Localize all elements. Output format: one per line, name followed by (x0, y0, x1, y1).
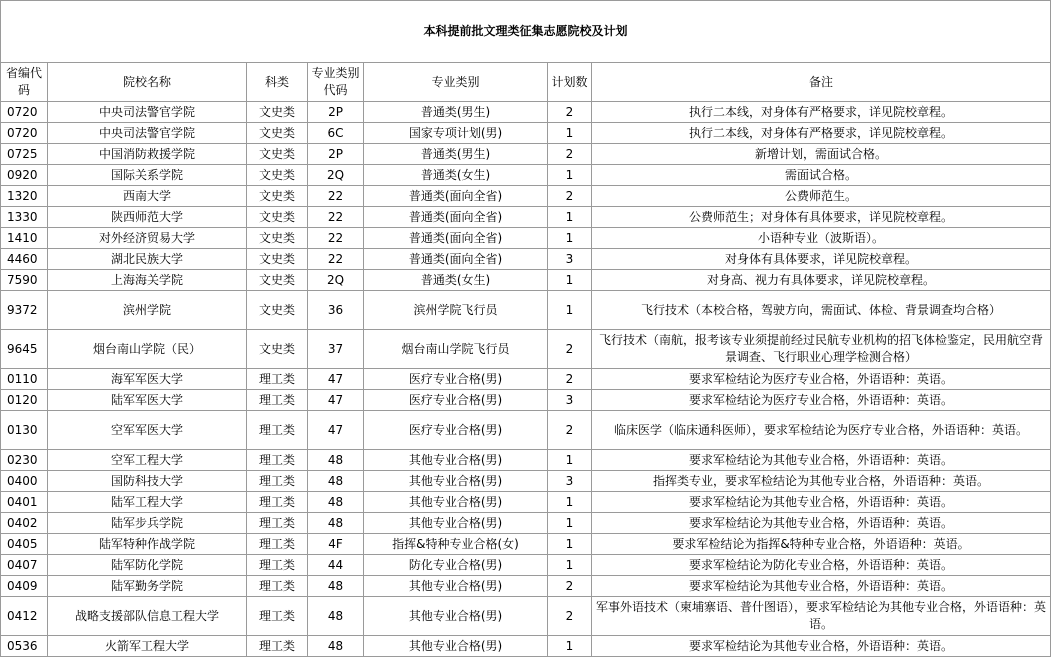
table-row (1, 576, 1051, 597)
cell-category: 理工类 (247, 471, 308, 492)
cell-major-type: 指挥&特种专业合格(女) (364, 534, 548, 555)
cell-major-type: 其他专业合格(男) (364, 492, 548, 513)
cell-code: 0536 (1, 636, 48, 657)
table-row (1, 207, 1051, 228)
cell-major-type: 其他专业合格(男) (364, 597, 548, 636)
header-row (1, 63, 1051, 102)
cell-plan: 1 (548, 492, 592, 513)
cell-major-type: 普通类(面向全省) (364, 249, 548, 270)
table-row (1, 270, 1051, 291)
cell-category: 文史类 (247, 270, 308, 291)
cell-note: 要求军检结论为指挥&特种专业合格，外语语种：英语。 (592, 534, 1051, 555)
cell-school: 火箭军工程大学 (48, 636, 247, 657)
cell-category: 理工类 (247, 492, 308, 513)
cell-plan: 1 (548, 270, 592, 291)
cell-note: 飞行技术（本校合格，驾驶方向，需面试、体检、背景调查均合格） (592, 291, 1051, 330)
cell-note: 要求军检结论为其他专业合格，外语语种：英语。 (592, 636, 1051, 657)
cell-major-code: 4F (308, 534, 364, 555)
cell-school: 海军军医大学 (48, 369, 247, 390)
cell-category: 文史类 (247, 228, 308, 249)
cell-plan: 2 (548, 144, 592, 165)
cell-major-code: 44 (308, 555, 364, 576)
table-row (1, 597, 1051, 636)
cell-school: 陆军特种作战学院 (48, 534, 247, 555)
header-major-type: 专业类别 (364, 63, 548, 102)
cell-school: 陆军步兵学院 (48, 513, 247, 534)
cell-school: 中国消防救援学院 (48, 144, 247, 165)
cell-major-type: 普通类(男生) (364, 102, 548, 123)
cell-major-type: 普通类(面向全省) (364, 228, 548, 249)
cell-major-type: 其他专业合格(男) (364, 636, 548, 657)
cell-major-code: 22 (308, 249, 364, 270)
cell-category: 理工类 (247, 369, 308, 390)
cell-plan: 2 (548, 369, 592, 390)
page-title: 本科提前批文理类征集志愿院校及计划 (1, 1, 1051, 63)
cell-plan: 3 (548, 390, 592, 411)
cell-school: 战略支援部队信息工程大学 (48, 597, 247, 636)
cell-code: 1410 (1, 228, 48, 249)
cell-category: 文史类 (247, 165, 308, 186)
cell-note: 新增计划，需面试合格。 (592, 144, 1051, 165)
cell-category: 理工类 (247, 636, 308, 657)
cell-major-code: 6C (308, 123, 364, 144)
cell-major-code: 22 (308, 207, 364, 228)
table-row (1, 228, 1051, 249)
cell-plan: 2 (548, 186, 592, 207)
cell-school: 中央司法警官学院 (48, 102, 247, 123)
cell-note: 公费师范生。 (592, 186, 1051, 207)
cell-plan: 3 (548, 249, 592, 270)
table-row (1, 186, 1051, 207)
header-major-code: 专业类别代码 (308, 63, 364, 102)
cell-major-type: 其他专业合格(男) (364, 513, 548, 534)
cell-school: 陆军军医大学 (48, 390, 247, 411)
table-row (1, 492, 1051, 513)
cell-plan: 1 (548, 534, 592, 555)
cell-category: 文史类 (247, 186, 308, 207)
cell-code: 4460 (1, 249, 48, 270)
cell-major-type: 普通类(男生) (364, 144, 548, 165)
cell-plan: 1 (548, 450, 592, 471)
cell-category: 文史类 (247, 123, 308, 144)
cell-code: 0230 (1, 450, 48, 471)
table-row (1, 390, 1051, 411)
table-row (1, 249, 1051, 270)
cell-note: 要求军检结论为其他专业合格，外语语种：英语。 (592, 576, 1051, 597)
cell-school: 空军工程大学 (48, 450, 247, 471)
table-row (1, 165, 1051, 186)
cell-code: 0720 (1, 123, 48, 144)
cell-plan: 1 (548, 636, 592, 657)
cell-note: 需面试合格。 (592, 165, 1051, 186)
cell-code: 0401 (1, 492, 48, 513)
cell-school: 空军军医大学 (48, 411, 247, 450)
cell-major-type: 其他专业合格(男) (364, 576, 548, 597)
cell-category: 文史类 (247, 249, 308, 270)
cell-major-code: 48 (308, 576, 364, 597)
cell-category: 文史类 (247, 207, 308, 228)
cell-major-code: 48 (308, 636, 364, 657)
cell-plan: 1 (548, 513, 592, 534)
cell-major-code: 22 (308, 186, 364, 207)
cell-major-type: 普通类(女生) (364, 270, 548, 291)
cell-major-code: 48 (308, 597, 364, 636)
cell-note: 执行二本线，对身体有严格要求，详见院校章程。 (592, 102, 1051, 123)
cell-school: 国防科技大学 (48, 471, 247, 492)
cell-school: 烟台南山学院（民） (48, 330, 247, 369)
cell-school: 湖北民族大学 (48, 249, 247, 270)
cell-code: 0407 (1, 555, 48, 576)
cell-note: 指挥类专业，要求军检结论为其他专业合格，外语语种：英语。 (592, 471, 1051, 492)
table-row (1, 123, 1051, 144)
header-plan: 计划数 (548, 63, 592, 102)
cell-note: 要求军检结论为医疗专业合格，外语语种：英语。 (592, 390, 1051, 411)
cell-category: 文史类 (247, 330, 308, 369)
cell-category: 理工类 (247, 576, 308, 597)
cell-code: 9372 (1, 291, 48, 330)
cell-major-code: 36 (308, 291, 364, 330)
cell-major-code: 48 (308, 450, 364, 471)
table-row (1, 102, 1051, 123)
cell-code: 9645 (1, 330, 48, 369)
cell-major-type: 医疗专业合格(男) (364, 369, 548, 390)
cell-code: 0405 (1, 534, 48, 555)
table-row (1, 450, 1051, 471)
cell-major-code: 48 (308, 471, 364, 492)
table-row (1, 555, 1051, 576)
cell-plan: 1 (548, 123, 592, 144)
cell-note: 要求军检结论为医疗专业合格，外语语种：英语。 (592, 369, 1051, 390)
cell-major-type: 国家专项计划(男) (364, 123, 548, 144)
cell-major-code: 48 (308, 492, 364, 513)
cell-school: 陆军工程大学 (48, 492, 247, 513)
cell-code: 0110 (1, 369, 48, 390)
cell-school: 西南大学 (48, 186, 247, 207)
cell-plan: 2 (548, 330, 592, 369)
header-category: 科类 (247, 63, 308, 102)
cell-major-type: 烟台南山学院飞行员 (364, 330, 548, 369)
cell-school: 国际关系学院 (48, 165, 247, 186)
cell-code: 0120 (1, 390, 48, 411)
cell-school: 陆军勤务学院 (48, 576, 247, 597)
cell-code: 1330 (1, 207, 48, 228)
cell-major-type: 医疗专业合格(男) (364, 411, 548, 450)
cell-major-type: 普通类(女生) (364, 165, 548, 186)
cell-major-code: 47 (308, 390, 364, 411)
cell-code: 0409 (1, 576, 48, 597)
cell-plan: 1 (548, 207, 592, 228)
cell-plan: 1 (548, 291, 592, 330)
cell-plan: 1 (548, 228, 592, 249)
cell-category: 文史类 (247, 102, 308, 123)
cell-note: 要求军检结论为其他专业合格，外语语种：英语。 (592, 513, 1051, 534)
cell-note: 军事外语技术（柬埔寨语、普什图语），要求军检结论为其他专业合格，外语语种：英语。 (592, 597, 1051, 636)
cell-major-code: 47 (308, 411, 364, 450)
cell-note: 对身体有具体要求，详见院校章程。 (592, 249, 1051, 270)
header-note: 备注 (592, 63, 1051, 102)
table-row (1, 513, 1051, 534)
cell-code: 0412 (1, 597, 48, 636)
cell-code: 1320 (1, 186, 48, 207)
cell-plan: 2 (548, 411, 592, 450)
cell-major-code: 48 (308, 513, 364, 534)
table-row (1, 411, 1051, 450)
cell-note: 对身高、视力有具体要求，详见院校章程。 (592, 270, 1051, 291)
cell-major-type: 其他专业合格(男) (364, 450, 548, 471)
cell-major-code: 2P (308, 144, 364, 165)
cell-note: 临床医学（临床通科医师），要求军检结论为医疗专业合格，外语语种：英语。 (592, 411, 1051, 450)
cell-plan: 1 (548, 555, 592, 576)
cell-major-type: 普通类(面向全省) (364, 207, 548, 228)
cell-major-code: 2Q (308, 165, 364, 186)
cell-code: 0720 (1, 102, 48, 123)
cell-major-type: 医疗专业合格(男) (364, 390, 548, 411)
cell-note: 要求军检结论为其他专业合格，外语语种：英语。 (592, 492, 1051, 513)
cell-school: 陕西师范大学 (48, 207, 247, 228)
cell-category: 理工类 (247, 450, 308, 471)
cell-code: 0402 (1, 513, 48, 534)
cell-school: 上海海关学院 (48, 270, 247, 291)
cell-code: 0400 (1, 471, 48, 492)
cell-note: 要求军检结论为其他专业合格，外语语种：英语。 (592, 450, 1051, 471)
cell-major-type: 防化专业合格(男) (364, 555, 548, 576)
cell-major-code: 37 (308, 330, 364, 369)
table-row (1, 330, 1051, 369)
cell-major-code: 2P (308, 102, 364, 123)
cell-major-code: 22 (308, 228, 364, 249)
cell-plan: 1 (548, 165, 592, 186)
cell-major-type: 其他专业合格(男) (364, 471, 548, 492)
cell-school: 中央司法警官学院 (48, 123, 247, 144)
table-row (1, 471, 1051, 492)
cell-category: 理工类 (247, 534, 308, 555)
cell-note: 小语种专业（波斯语）。 (592, 228, 1051, 249)
cell-category: 文史类 (247, 291, 308, 330)
cell-plan: 2 (548, 102, 592, 123)
cell-code: 7590 (1, 270, 48, 291)
header-school: 院校名称 (48, 63, 247, 102)
cell-major-type: 滨州学院飞行员 (364, 291, 548, 330)
cell-plan: 2 (548, 576, 592, 597)
cell-major-code: 47 (308, 369, 364, 390)
table-row (1, 291, 1051, 330)
cell-note: 公费师范生；对身体有具体要求，详见院校章程。 (592, 207, 1051, 228)
table-row (1, 534, 1051, 555)
cell-code: 0130 (1, 411, 48, 450)
cell-note: 执行二本线，对身体有严格要求，详见院校章程。 (592, 123, 1051, 144)
cell-code: 0920 (1, 165, 48, 186)
cell-plan: 2 (548, 597, 592, 636)
cell-major-code: 2Q (308, 270, 364, 291)
table-row (1, 369, 1051, 390)
header-code: 省编代码 (1, 63, 48, 102)
cell-school: 对外经济贸易大学 (48, 228, 247, 249)
cell-category: 文史类 (247, 144, 308, 165)
cell-category: 理工类 (247, 513, 308, 534)
cell-category: 理工类 (247, 411, 308, 450)
cell-category: 理工类 (247, 390, 308, 411)
cell-note: 飞行技术（南航，报考该专业须提前经过民航专业机构的招飞体检鉴定，民用航空背景调查、飞行职业心理学检测合格） (592, 330, 1051, 369)
cell-note: 要求军检结论为防化专业合格，外语语种：英语。 (592, 555, 1051, 576)
cell-code: 0725 (1, 144, 48, 165)
cell-plan: 3 (548, 471, 592, 492)
cell-school: 滨州学院 (48, 291, 247, 330)
cell-school: 陆军防化学院 (48, 555, 247, 576)
table-row (1, 636, 1051, 657)
cell-category: 理工类 (247, 555, 308, 576)
table-row (1, 144, 1051, 165)
cell-category: 理工类 (247, 597, 308, 636)
cell-major-type: 普通类(面向全省) (364, 186, 548, 207)
